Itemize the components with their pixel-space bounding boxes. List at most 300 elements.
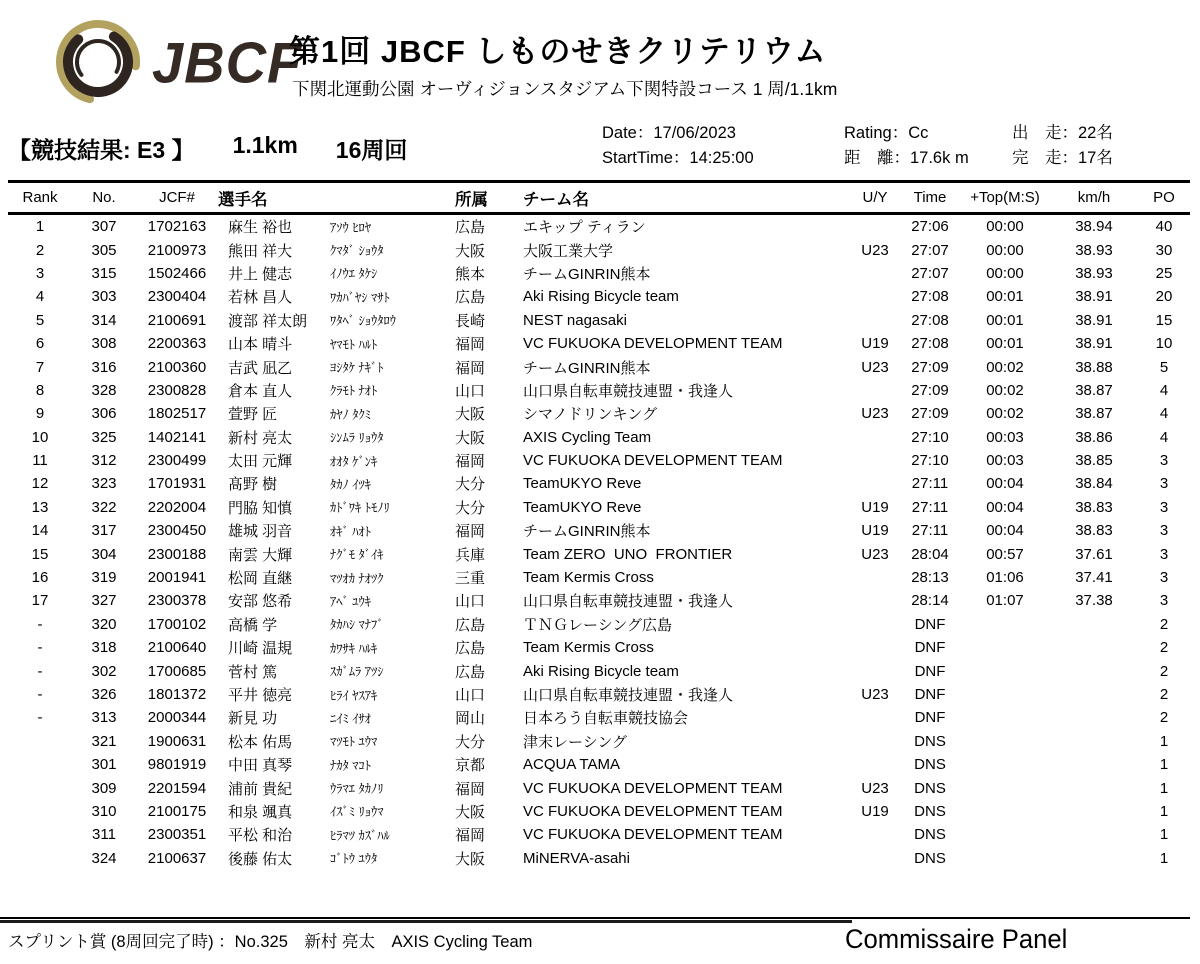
cell-po: 4 [1159, 381, 1169, 399]
header-row [8, 183, 1190, 214]
cell-top: 01:06 [986, 569, 1024, 587]
cell-no: 304 [91, 545, 117, 563]
cell-kana: ﾋﾗｲ ﾔｽｱｷ [330, 688, 378, 703]
cell-top: 00:03 [986, 428, 1024, 446]
cell-uy: U19 [861, 498, 889, 516]
cell-team: Team ZERO UNO FRONTIER [523, 545, 733, 563]
cell-uy [850, 449, 900, 472]
table-row [8, 214, 1190, 239]
cell-top [960, 776, 1050, 799]
cell-po: 2 [1159, 662, 1169, 680]
cell-no: 312 [91, 452, 117, 470]
cell-name: 中田 真琴 [228, 757, 293, 775]
cell-name: 南雲 大輝 [228, 546, 293, 564]
cell-rank: - [37, 615, 43, 633]
cell-time: 28:13 [911, 569, 949, 587]
cell-time: DNF [914, 686, 946, 703]
cell-name: 吉武 凪乙 [228, 359, 293, 377]
column-header-rank: Rank [8, 183, 72, 214]
column-header-po: PO [1138, 183, 1190, 214]
cell-no: 301 [91, 756, 117, 774]
cell-po: 3 [1159, 522, 1169, 540]
cell-time: 27:11 [911, 475, 949, 493]
cell-kana: ｵｵﾀ ｹﾞﾝｷ [330, 454, 378, 469]
cell-kana: ﾏﾂｵｶ ﾅｵﾂｸ [330, 571, 384, 586]
cell-kana: ｺﾞﾄｳ ﾕｳﾀ [330, 852, 378, 867]
cell-po: 10 [1155, 335, 1173, 353]
cell-time: 28:14 [911, 592, 949, 610]
cell-pref: 大分 [455, 476, 486, 494]
cell-pref: 大分 [455, 499, 486, 517]
cell-kana: ﾋﾗﾏﾂ ｶｽﾞﾊﾙ [330, 828, 390, 843]
cell-kana: ｸﾏﾀﾞ ｼｮｳﾀ [330, 244, 384, 259]
cell-top: 00:00 [986, 241, 1024, 259]
cell-top [960, 823, 1050, 846]
cell-po: 30 [1155, 241, 1173, 259]
cell-kmh [1050, 659, 1138, 682]
cell-no: 320 [91, 615, 117, 633]
cell-kana: ｱﾍﾞ ﾕｳｷ [330, 594, 371, 609]
cell-jcf: 1402141 [147, 428, 207, 446]
cell-jcf: 2100691 [147, 311, 207, 329]
cell-kana: ｲｽﾞﾐ ﾘｮｳﾏ [330, 805, 384, 820]
table-row [8, 496, 1190, 519]
table-row [8, 472, 1190, 495]
cell-team: VC FUKUOKA DEVELOPMENT TEAM [523, 335, 783, 353]
cell-team: AXIS Cycling Team [523, 428, 652, 446]
cell-team: チームGINRIN熊本 [523, 359, 651, 377]
cell-name: 後藤 佑太 [228, 850, 293, 868]
cell-top: 00:04 [986, 498, 1024, 516]
cell-kana: ﾔﾏﾓﾄ ﾊﾙﾄ [330, 337, 378, 352]
cell-top: 00:03 [986, 452, 1024, 470]
cell-team: VC FUKUOKA DEVELOPMENT TEAM [523, 802, 783, 820]
cell-kana: ｵｷﾞ ﾊｵﾄ [330, 524, 371, 539]
cell-kmh: 38.93 [1075, 264, 1113, 282]
cell-kana: ｳﾗﾏｴ ﾀｶﾉﾘ [330, 782, 384, 797]
cell-name: 新見 功 [228, 710, 278, 728]
cell-kmh [1050, 823, 1138, 846]
result-label: 【競技結果: E3 】 [8, 137, 195, 163]
jbcf-logo [50, 14, 302, 110]
cell-kmh: 38.83 [1075, 498, 1113, 516]
cell-time: 27:11 [911, 498, 949, 516]
cell-uy: U19 [861, 335, 889, 353]
cell-kmh: 38.83 [1075, 522, 1113, 540]
cell-name: 萱野 匠 [228, 406, 278, 424]
cell-team: 大阪工業大学 [523, 242, 614, 260]
cell-time: 27:08 [911, 311, 949, 329]
cell-name: 松本 佑馬 [228, 733, 293, 751]
starters-field: 出 走：22名 [1012, 124, 1113, 142]
cell-team: Team Kermis Cross [523, 639, 654, 657]
cell-team: Aki Rising Bicycle team [523, 288, 679, 306]
cell-jcf: 2100973 [147, 241, 207, 259]
cell-rank: - [37, 709, 43, 727]
table-row [8, 426, 1190, 449]
cell-uy [850, 613, 900, 636]
table-row [8, 449, 1190, 472]
column-header-team: チーム名 [514, 183, 850, 214]
table-row [8, 776, 1190, 799]
cell-name: 熊田 祥大 [228, 242, 293, 260]
cell-kana: ﾏﾂﾓﾄ ﾕｳﾏ [330, 735, 378, 750]
jbcf-logo-text: JBCF [152, 29, 303, 95]
cell-pref: 大阪 [455, 242, 486, 260]
page-title: 第1回 JBCF しものせきクリテリウム [289, 34, 827, 69]
cell-name: 髙野 樹 [228, 476, 278, 494]
table-row [8, 519, 1190, 542]
cell-rank: 17 [31, 592, 49, 610]
cell-rank [8, 823, 72, 846]
cell-no: 315 [91, 264, 117, 282]
table-row [8, 566, 1190, 589]
cell-uy: U19 [861, 522, 889, 540]
cell-top [960, 847, 1050, 870]
cell-po: 25 [1155, 264, 1173, 282]
column-header-kana [328, 183, 450, 214]
cell-uy: U23 [861, 545, 889, 563]
cell-rank: 15 [31, 545, 49, 563]
cell-top [960, 636, 1050, 659]
cell-kmh [1050, 753, 1138, 776]
cell-uy [850, 589, 900, 612]
cell-name: 菅村 篤 [228, 663, 278, 681]
cell-kmh: 38.86 [1075, 428, 1113, 446]
cell-name: 安部 悠希 [228, 593, 293, 611]
cell-rank: 3 [35, 264, 45, 282]
cell-no: 316 [91, 358, 117, 376]
cell-uy [850, 823, 900, 846]
cell-team: VC FUKUOKA DEVELOPMENT TEAM [523, 826, 783, 844]
cell-po: 1 [1159, 732, 1169, 750]
cell-no: 311 [92, 826, 116, 844]
cell-jcf: 2300404 [147, 288, 207, 306]
cell-kana: ﾜｶﾊﾞﾔｼ ﾏｻﾄ [330, 290, 390, 305]
cell-team: VC FUKUOKA DEVELOPMENT TEAM [523, 452, 783, 470]
cell-jcf: 2300188 [147, 545, 207, 563]
cell-time: 27:09 [911, 405, 949, 423]
cell-team: チームGINRIN熊本 [523, 265, 651, 283]
cell-team: TeamUKYO Reve [523, 498, 642, 516]
cell-jcf: 9801919 [147, 756, 207, 774]
cell-no: 307 [91, 218, 117, 236]
cell-time: DNS [914, 802, 946, 820]
cell-team: ACQUA TAMA [523, 756, 620, 774]
cell-rank: - [37, 662, 43, 680]
cell-top: 00:00 [986, 264, 1024, 282]
table-row [8, 238, 1190, 261]
table-row [8, 683, 1190, 706]
cell-jcf: 1802517 [147, 405, 207, 423]
cell-no: 310 [91, 802, 117, 820]
cell-top: 00:02 [986, 358, 1024, 376]
cell-name: 雄城 羽音 [228, 523, 293, 541]
column-header-uy: U/Y [850, 183, 900, 214]
cell-name: 門脇 知慎 [228, 499, 293, 517]
table-row [8, 262, 1190, 285]
results-table [8, 183, 1190, 870]
cell-team: Team Kermis Cross [523, 569, 654, 587]
cell-no: 328 [91, 381, 117, 399]
cell-rank: 2 [35, 241, 45, 259]
column-header-jcf: JCF# [136, 183, 218, 214]
table-row [8, 659, 1190, 682]
cell-jcf: 2300450 [147, 522, 207, 540]
cell-kmh: 38.91 [1075, 311, 1113, 329]
cell-kmh: 37.61 [1075, 545, 1113, 563]
cell-uy [850, 309, 900, 332]
cell-kana: ﾀｶﾉ ｲﾂｷ [330, 477, 371, 492]
cell-jcf: 2000344 [147, 709, 207, 727]
cell-kana: ｼﾝﾑﾗ ﾘｮｳﾀ [330, 431, 384, 446]
column-header-name: 選手名 [218, 183, 328, 214]
cell-po: 1 [1159, 826, 1169, 844]
cell-top: 01:07 [986, 592, 1024, 610]
cell-uy [850, 285, 900, 308]
cell-pref: 大分 [455, 733, 486, 751]
cell-rank: 14 [31, 522, 49, 540]
cell-po: 2 [1159, 639, 1169, 657]
cell-kana: ｲﾉｳｴ ﾀｹｼ [330, 267, 378, 282]
cell-name: 川崎 温規 [228, 640, 293, 658]
cell-time: 27:10 [911, 428, 949, 446]
cell-rank [8, 753, 72, 776]
cell-team: ＴＮＧレーシング広島 [523, 616, 673, 634]
cell-kmh: 38.91 [1075, 335, 1113, 353]
cell-top [960, 800, 1050, 823]
cell-top: 00:04 [986, 475, 1024, 493]
table-row [8, 379, 1190, 402]
cell-pref: 山口 [455, 593, 486, 611]
cell-kana: ﾅｶﾀ ﾏｺﾄ [330, 758, 371, 773]
cell-kana: ｶﾄﾞﾜｷ ﾄﾓﾉﾘ [330, 501, 390, 516]
cell-pref: 福岡 [455, 523, 486, 541]
cell-jcf: 1900631 [147, 732, 207, 750]
cell-jcf: 1701931 [147, 475, 207, 493]
cell-top [960, 753, 1050, 776]
cell-pref: 山口 [455, 687, 486, 704]
cell-kana: ｶﾔﾉ ﾀｸﾐ [330, 407, 371, 422]
cell-team: 山口県自転車競技連盟・我逢人 [523, 687, 734, 704]
table-row [8, 730, 1190, 753]
cell-pref: 福岡 [455, 359, 486, 377]
cell-rank: - [37, 639, 43, 657]
table-row [8, 309, 1190, 332]
cell-team: 山口県自転車競技連盟・我逢人 [523, 593, 734, 611]
cell-rank: 4 [35, 288, 45, 306]
cell-no: 321 [91, 732, 117, 750]
results-body [8, 214, 1190, 870]
cell-time: 27:09 [911, 358, 949, 376]
cell-kmh [1050, 613, 1138, 636]
cell-jcf: 2300828 [147, 381, 207, 399]
table-row [8, 613, 1190, 636]
table-row [8, 800, 1190, 823]
cell-time: 28:04 [911, 545, 949, 563]
cell-uy [850, 426, 900, 449]
cell-po: 40 [1155, 218, 1173, 236]
cell-no: 317 [91, 522, 117, 540]
sprint-award-note: スプリント賞 (8周回完了時) ：No.325 新村 亮太 AXIS Cycling Team [8, 933, 533, 951]
cell-time: 27:08 [911, 288, 949, 306]
cell-top: 00:02 [986, 405, 1024, 423]
cell-jcf: 2300499 [147, 452, 207, 470]
cell-rank: 16 [31, 569, 49, 587]
cell-kmh: 38.88 [1075, 358, 1113, 376]
table-row [8, 589, 1190, 612]
cell-po: 1 [1159, 756, 1169, 774]
results-table-wrap [8, 180, 1190, 870]
footer-rule-thick [0, 920, 852, 923]
table-row [8, 706, 1190, 729]
cell-uy [850, 706, 900, 729]
cell-pref: 大阪 [455, 406, 486, 424]
column-header-top: +Top(M:S) [960, 183, 1050, 214]
cell-kana: ﾅｸﾞﾓ ﾀﾞｲｷ [330, 548, 384, 563]
cell-kmh: 38.93 [1075, 241, 1113, 259]
cell-name: 平松 和治 [228, 827, 293, 845]
cell-no: 319 [91, 569, 117, 587]
cell-rank: 13 [31, 498, 49, 516]
cell-rank: 11 [32, 452, 48, 470]
cell-pref: 兵庫 [455, 546, 486, 564]
cell-kmh [1050, 706, 1138, 729]
section-title [8, 132, 407, 165]
cell-po: 1 [1159, 802, 1169, 820]
cell-time: 27:09 [911, 381, 949, 399]
cell-kana: ｽｶﾞﾑﾗ ｱﾂｼ [330, 665, 384, 680]
cell-po: 2 [1159, 686, 1169, 703]
cell-rank: 12 [31, 475, 49, 493]
cell-rank [8, 800, 72, 823]
cell-no: 309 [91, 779, 117, 797]
date-field: Date：17/06/2023 [602, 124, 736, 142]
cell-time: 27:08 [911, 335, 949, 353]
cell-jcf: 2300378 [147, 592, 207, 610]
cell-jcf: 2100360 [147, 358, 207, 376]
cell-kana: ｱｿｳ ﾋﾛﾔ [330, 220, 371, 235]
cell-jcf: 2201594 [147, 779, 207, 797]
cell-jcf: 2100175 [147, 802, 207, 820]
cell-rank: 5 [35, 311, 45, 329]
column-header-kmh: km/h [1050, 183, 1138, 214]
cell-team: TeamUKYO Reve [523, 475, 642, 493]
cell-no: 314 [91, 311, 117, 329]
cell-time: DNF [914, 709, 946, 727]
cell-pref: 大阪 [455, 429, 486, 447]
cell-pref: 広島 [455, 219, 486, 237]
cell-no: 326 [91, 686, 117, 703]
cell-time: DNS [914, 849, 946, 867]
cell-pref: 長崎 [455, 312, 486, 330]
cell-kana: ﾜﾀﾍﾞ ｼｮｳﾀﾛｳ [330, 314, 396, 329]
cell-name: 山本 晴斗 [228, 336, 293, 354]
cell-jcf: 1801372 [147, 686, 207, 703]
cell-no: 308 [91, 335, 117, 353]
cell-uy: U23 [861, 779, 889, 797]
cell-pref: 広島 [455, 640, 486, 658]
cell-kana: ﾀｶﾊｼ ﾏﾅﾌﾞ [330, 618, 384, 633]
cell-top: 00:01 [986, 311, 1024, 329]
cell-kmh [1050, 847, 1138, 870]
cell-time: DNS [914, 732, 946, 750]
cell-rank: 6 [35, 335, 45, 353]
cell-kmh: 37.41 [1075, 569, 1113, 587]
cell-pref: 福岡 [455, 780, 486, 798]
cell-jcf: 1700102 [147, 615, 207, 633]
footer-rule-thin [0, 917, 1190, 919]
cell-po: 3 [1159, 545, 1169, 563]
cell-time: DNF [914, 615, 946, 633]
cell-po: 2 [1159, 615, 1169, 633]
cell-no: 305 [91, 241, 117, 259]
rating-field: Rating：Cc [844, 124, 929, 142]
cell-jcf: 2200363 [147, 335, 207, 353]
cell-no: 306 [91, 405, 117, 423]
cell-rank: 1 [35, 218, 45, 236]
cell-jcf: 1702163 [147, 218, 207, 236]
cell-no: 327 [91, 592, 117, 610]
cell-pref: 広島 [455, 663, 486, 681]
cell-top [960, 613, 1050, 636]
cell-name: 井上 健志 [228, 265, 293, 283]
cell-pref: 福岡 [455, 827, 486, 845]
cell-uy [850, 472, 900, 495]
table-row [8, 847, 1190, 870]
cell-pref: 京都 [455, 757, 486, 775]
cell-no: 318 [91, 639, 117, 657]
cell-rank [8, 730, 72, 753]
cell-kmh: 38.84 [1075, 475, 1113, 493]
cell-uy [850, 730, 900, 753]
cell-jcf: 2100640 [147, 639, 207, 657]
cell-po: 3 [1159, 475, 1169, 493]
cell-team: 山口県自転車競技連盟・我逢人 [523, 382, 734, 400]
cell-pref: 大阪 [455, 850, 486, 868]
cell-top [960, 706, 1050, 729]
cell-rank [8, 776, 72, 799]
cell-uy [850, 379, 900, 402]
cell-no: 313 [91, 709, 117, 727]
cell-uy: U23 [861, 358, 889, 376]
cell-top: 00:57 [986, 545, 1024, 563]
cell-top: 00:00 [986, 218, 1024, 236]
cell-pref: 山口 [455, 382, 486, 400]
cell-name: 和泉 颯真 [228, 803, 293, 821]
cell-time: DNS [914, 826, 946, 844]
cell-jcf: 1700685 [147, 662, 207, 680]
cell-uy [850, 659, 900, 682]
cell-time: DNF [914, 639, 946, 657]
cell-team: MiNERVA-asahi [523, 849, 630, 867]
cell-kana: ﾖｼﾀｹ ﾅｷﾞﾄ [330, 361, 384, 376]
cell-name: 松岡 直継 [228, 570, 293, 588]
cell-team: チームGINRIN熊本 [523, 523, 651, 541]
cell-top [960, 683, 1050, 706]
cell-team: シマノドリンキング [523, 406, 658, 424]
cell-rank: 9 [35, 405, 45, 423]
cell-pref: 福岡 [455, 336, 486, 354]
cell-uy [850, 214, 900, 239]
table-row [8, 542, 1190, 565]
lap-count: 16周回 [335, 137, 408, 163]
cell-no: 322 [91, 498, 117, 516]
cell-team: 日本ろう自転車競技協会 [523, 710, 689, 728]
cell-po: 3 [1159, 452, 1169, 470]
cell-pref: 熊本 [455, 265, 486, 283]
table-row [8, 285, 1190, 308]
